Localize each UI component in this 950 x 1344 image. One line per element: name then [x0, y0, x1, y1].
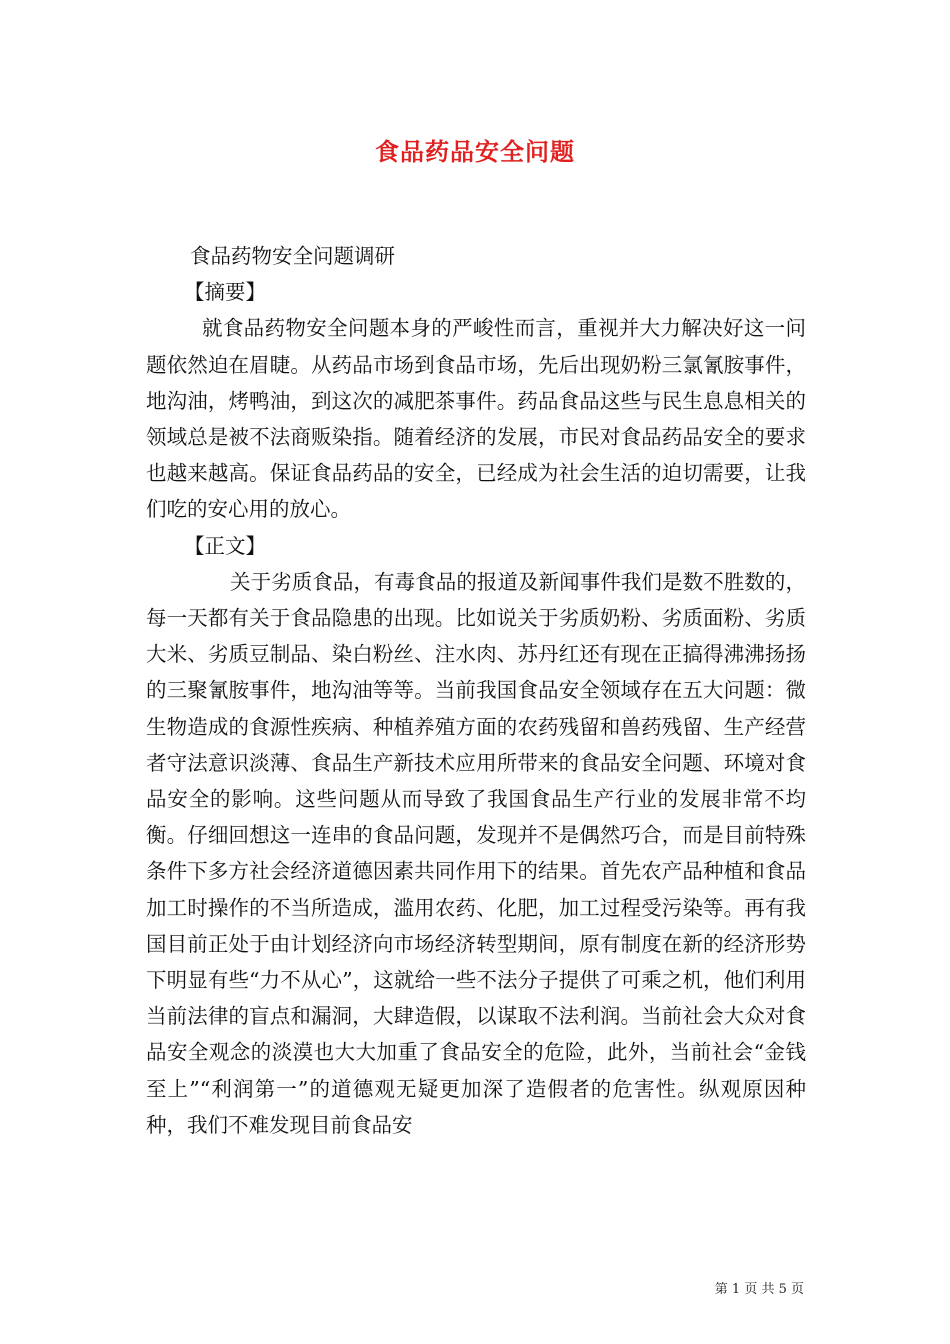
document-body [146, 238, 806, 1143]
abstract-heading: 【摘要】 [184, 280, 266, 305]
document-title: 食品药品安全问题 [375, 137, 575, 166]
page-number: 第 1 页 共 5 页 [714, 1282, 804, 1297]
body-paragraph: 关于劣质食品，有毒食品的报道及新闻事件我们是数不胜数的，每一天都有关于食品隐患的出现。比如说关于劣质奶粉、劣质面粉、劣质大米、劣质豆制品、染白粉丝、注水肉、苏丹红还有现在正搞得沸沸扬扬的三聚氰胺事件，地沟油等等。当前我国食品安全领域存在五大问题：微生物造成的食源性疾病、种植养殖方面的农药残留和兽药残留、生产经营者守法意识淡薄、食品生产新技术应用所带来的食品安全问题、环境对食品安全的影响。这些问题从而导致了我国食品生产行业的发展非常不均衡。仔细回想这一连串的食品问题，发现并不是偶然巧合，而是目前特殊条件下多方社会经济道德因素共同作用下的结果。首先农产品种植和食品加工时操作的不当所造成，滥用农药、化肥，加工过程受污染等。再有我国目前正处于由计划经济向市场经济转型期间，原有制度在新的经济形势下明显有些“力不从心”，这就给一些不法分子提供了可乘之机，他们利用当前法律的盲点和漏洞，大肆造假，以谋取不法利润。当前社会大众对食品安全观念的淡漠也大大加重了食品安全的危险，此外，当前社会“金钱至上”“利润第一”的道德观无疑更加深了造假者的危害性。纵观原因种种，我们不难发现目前食品安 [146, 569, 806, 1137]
document-subtitle: 食品药物安全问题调研 [190, 244, 395, 268]
body-heading: 【正文】 [184, 533, 266, 558]
abstract-paragraph: 就食品药物安全问题本身的严峻性而言，重视并大力解决好这一问题依然迫在眉睫。从药品市场到食品市场，先后出现奶粉三氯氰胺事件，地沟油，烤鸭油，到这次的减肥茶事件。药品食品这些与民生息息相关的领域总是被不法商贩染指。随着经济的发展，市民对食品药品安全的要求也越来越高。保证食品药品的安全，已经成为社会生活的迫切需要，让我们吃的安心用的放心。 [146, 316, 806, 522]
